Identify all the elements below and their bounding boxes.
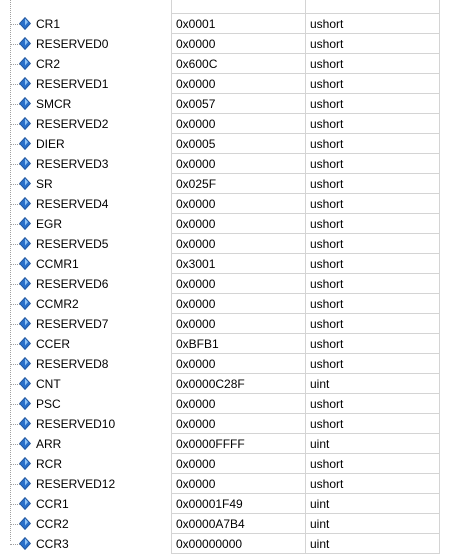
type-cell xyxy=(305,454,440,474)
variable-diamond-icon xyxy=(19,317,31,330)
register-row[interactable] xyxy=(0,14,440,34)
value-cell[interactable] xyxy=(171,514,305,534)
register-name: RESERVED3 xyxy=(36,157,109,171)
value-cell[interactable] xyxy=(171,314,305,334)
type-cell xyxy=(305,274,440,294)
register-value: 0x0000 xyxy=(176,77,216,91)
value-cell[interactable] xyxy=(171,214,305,234)
value-cell[interactable] xyxy=(171,474,305,494)
register-row[interactable] xyxy=(0,394,440,414)
register-value: 0xBFB1 xyxy=(176,337,219,351)
register-value: 0x0000 xyxy=(176,237,216,251)
register-type: ushort xyxy=(310,157,344,171)
register-name: CCR1 xyxy=(36,497,69,511)
register-value: 0x0000 xyxy=(176,157,216,171)
type-cell xyxy=(305,254,440,274)
register-type: ushort xyxy=(310,17,344,31)
type-cell xyxy=(305,14,440,34)
variable-diamond-icon xyxy=(19,337,31,350)
register-name: CR2 xyxy=(36,57,61,71)
register-name: SR xyxy=(36,177,53,191)
type-cell xyxy=(305,194,440,214)
scrollbar[interactable] xyxy=(444,0,466,541)
variable-diamond-icon xyxy=(19,477,31,490)
register-row[interactable] xyxy=(0,94,440,114)
value-cell[interactable] xyxy=(171,14,305,34)
variable-diamond-icon xyxy=(19,357,31,370)
type-cell xyxy=(305,534,440,554)
register-type: ushort xyxy=(310,57,344,71)
type-cell xyxy=(305,94,440,114)
register-value: 0x0000 xyxy=(176,457,216,471)
register-row[interactable] xyxy=(0,54,440,74)
value-cell[interactable] xyxy=(171,454,305,474)
variable-diamond-icon xyxy=(19,157,31,170)
register-type: ushort xyxy=(310,277,344,291)
variable-diamond-icon xyxy=(19,117,31,130)
register-value: 0x00000000 xyxy=(176,537,243,551)
value-cell[interactable] xyxy=(171,434,305,454)
register-row[interactable] xyxy=(0,114,440,134)
register-row[interactable] xyxy=(0,194,440,214)
variable-diamond-icon xyxy=(19,97,31,110)
register-name: EGR xyxy=(36,217,63,231)
variable-diamond-icon xyxy=(19,257,31,270)
register-value: 0x0000 xyxy=(176,397,216,411)
register-type: ushort xyxy=(310,257,344,271)
value-cell[interactable] xyxy=(171,534,305,554)
type-cell xyxy=(305,214,440,234)
value-cell[interactable] xyxy=(171,494,305,514)
register-row[interactable] xyxy=(0,134,440,154)
register-name: CCER xyxy=(36,337,71,351)
register-row[interactable] xyxy=(0,354,440,374)
type-cell xyxy=(305,154,440,174)
register-row[interactable] xyxy=(0,414,440,434)
variable-diamond-icon xyxy=(19,57,31,70)
type-cell xyxy=(305,354,440,374)
variable-diamond-icon xyxy=(19,137,31,150)
register-type: ushort xyxy=(310,417,344,431)
variable-diamond-icon xyxy=(19,537,31,550)
value-cell[interactable] xyxy=(171,174,305,194)
register-value: 0x0001 xyxy=(176,17,216,31)
variable-diamond-icon xyxy=(19,517,31,530)
type-cell xyxy=(305,294,440,314)
register-name: CCMR2 xyxy=(36,297,79,311)
register-row[interactable] xyxy=(0,334,440,354)
value-cell[interactable] xyxy=(171,114,305,134)
register-value: 0x0000 xyxy=(176,37,216,51)
register-type: ushort xyxy=(310,97,344,111)
register-row[interactable] xyxy=(0,314,440,334)
register-type: uint xyxy=(310,517,330,531)
register-value: 0x0000 xyxy=(176,217,216,231)
register-value: 0x3001 xyxy=(176,257,216,271)
register-type: ushort xyxy=(310,237,344,251)
register-type: ushort xyxy=(310,297,344,311)
value-cell[interactable] xyxy=(171,414,305,434)
register-value: 0x0000 xyxy=(176,197,216,211)
register-row[interactable] xyxy=(0,474,440,494)
register-name: RESERVED4 xyxy=(36,197,109,211)
register-name: DIER xyxy=(36,137,65,151)
register-row[interactable] xyxy=(0,154,440,174)
register-type: ushort xyxy=(310,337,344,351)
register-row[interactable] xyxy=(0,214,440,234)
register-name: CCR2 xyxy=(36,517,69,531)
register-value: 0x0000 xyxy=(176,297,216,311)
value-cell[interactable] xyxy=(171,274,305,294)
type-cell xyxy=(305,0,440,14)
register-type: uint xyxy=(310,437,330,451)
variable-diamond-icon xyxy=(19,277,31,290)
type-cell xyxy=(305,34,440,54)
type-cell xyxy=(305,414,440,434)
type-cell xyxy=(305,334,440,354)
value-cell[interactable] xyxy=(171,94,305,114)
value-cell[interactable] xyxy=(171,54,305,74)
register-type: ushort xyxy=(310,357,344,371)
register-value: 0x0000 xyxy=(176,417,216,431)
variable-diamond-icon xyxy=(19,497,31,510)
register-row[interactable] xyxy=(0,0,440,14)
type-cell xyxy=(305,174,440,194)
variable-diamond-icon xyxy=(19,377,31,390)
register-type: ushort xyxy=(310,177,344,191)
register-row[interactable] xyxy=(0,374,440,394)
register-type: ushort xyxy=(310,457,344,471)
value-cell[interactable] xyxy=(171,254,305,274)
value-cell[interactable] xyxy=(171,134,305,154)
register-value: 0x0000C28F xyxy=(176,377,245,391)
register-row[interactable] xyxy=(0,174,440,194)
register-name: ARR xyxy=(36,437,62,451)
type-cell xyxy=(305,314,440,334)
register-value: 0x0005 xyxy=(176,137,216,151)
type-cell xyxy=(305,474,440,494)
variable-diamond-icon xyxy=(19,237,31,250)
register-row[interactable] xyxy=(0,434,440,454)
register-name: RESERVED2 xyxy=(36,117,109,131)
register-type: uint xyxy=(310,377,330,391)
register-value: 0x0057 xyxy=(176,97,216,111)
register-row[interactable] xyxy=(0,454,440,474)
type-cell xyxy=(305,494,440,514)
type-cell xyxy=(305,74,440,94)
register-row[interactable] xyxy=(0,294,440,314)
value-cell[interactable] xyxy=(171,394,305,414)
register-type: ushort xyxy=(310,77,344,91)
value-cell[interactable] xyxy=(171,234,305,254)
register-name: RESERVED8 xyxy=(36,357,109,371)
value-cell[interactable] xyxy=(171,334,305,354)
register-name: RESERVED10 xyxy=(36,417,116,431)
register-name: PSC xyxy=(36,397,61,411)
register-type: ushort xyxy=(310,137,344,151)
value-cell[interactable] xyxy=(171,354,305,374)
register-type: ushort xyxy=(310,477,344,491)
value-cell[interactable] xyxy=(171,194,305,214)
type-cell xyxy=(305,114,440,134)
register-row[interactable] xyxy=(0,34,440,54)
variable-diamond-icon xyxy=(19,437,31,450)
register-type: ushort xyxy=(310,317,344,331)
variable-diamond-icon xyxy=(19,17,31,30)
register-value: 0x600C xyxy=(176,57,218,71)
value-cell[interactable] xyxy=(171,34,305,54)
register-row[interactable] xyxy=(0,254,440,274)
register-name: RESERVED6 xyxy=(36,277,109,291)
register-row[interactable] xyxy=(0,514,440,534)
register-name: RESERVED1 xyxy=(36,77,109,91)
register-name: RESERVED0 xyxy=(36,37,109,51)
register-type: uint xyxy=(310,537,330,551)
register-value: 0x0000A7B4 xyxy=(176,517,245,531)
register-row[interactable] xyxy=(0,274,440,294)
register-type: ushort xyxy=(310,217,344,231)
register-value: 0x025F xyxy=(176,177,217,191)
register-value: 0x0000 xyxy=(176,357,216,371)
variable-diamond-icon xyxy=(19,37,31,50)
register-name: CNT xyxy=(36,377,61,391)
register-type: uint xyxy=(310,497,330,511)
register-name: RCR xyxy=(36,457,62,471)
register-row[interactable] xyxy=(0,534,440,554)
register-name: CCMR1 xyxy=(36,257,79,271)
variable-diamond-icon xyxy=(19,297,31,310)
register-value: 0x00001F49 xyxy=(176,497,243,511)
register-row[interactable] xyxy=(0,74,440,94)
value-cell[interactable] xyxy=(171,154,305,174)
variable-diamond-icon xyxy=(19,397,31,410)
register-name: SMCR xyxy=(36,97,72,111)
value-cell[interactable] xyxy=(171,0,305,14)
variable-diamond-icon xyxy=(19,417,31,430)
register-value: 0x0000 xyxy=(176,117,216,131)
register-type: ushort xyxy=(310,37,344,51)
type-cell xyxy=(305,394,440,414)
type-cell xyxy=(305,134,440,154)
register-value: 0x0000 xyxy=(176,277,216,291)
register-row[interactable] xyxy=(0,234,440,254)
register-name: RESERVED5 xyxy=(36,237,109,251)
register-row[interactable] xyxy=(0,494,440,514)
register-value: 0x0000 xyxy=(176,317,216,331)
value-cell[interactable] xyxy=(171,294,305,314)
register-value: 0x0000 xyxy=(176,477,216,491)
type-cell xyxy=(305,514,440,534)
variable-diamond-icon xyxy=(19,77,31,90)
variable-diamond-icon xyxy=(19,217,31,230)
variable-diamond-icon xyxy=(19,197,31,210)
type-cell xyxy=(305,54,440,74)
type-cell xyxy=(305,374,440,394)
type-cell xyxy=(305,434,440,454)
variable-diamond-icon xyxy=(19,177,31,190)
register-value: 0x0000FFFF xyxy=(176,437,245,451)
register-name: RESERVED7 xyxy=(36,317,109,331)
register-name: CCR3 xyxy=(36,537,69,551)
register-type: ushort xyxy=(310,117,344,131)
register-type: ushort xyxy=(310,397,344,411)
register-name: RESERVED12 xyxy=(36,477,116,491)
type-cell xyxy=(305,234,440,254)
variable-diamond-icon xyxy=(19,457,31,470)
register-type: ushort xyxy=(310,197,344,211)
value-cell[interactable] xyxy=(171,74,305,94)
register-name: CR1 xyxy=(36,17,61,31)
value-cell[interactable] xyxy=(171,374,305,394)
